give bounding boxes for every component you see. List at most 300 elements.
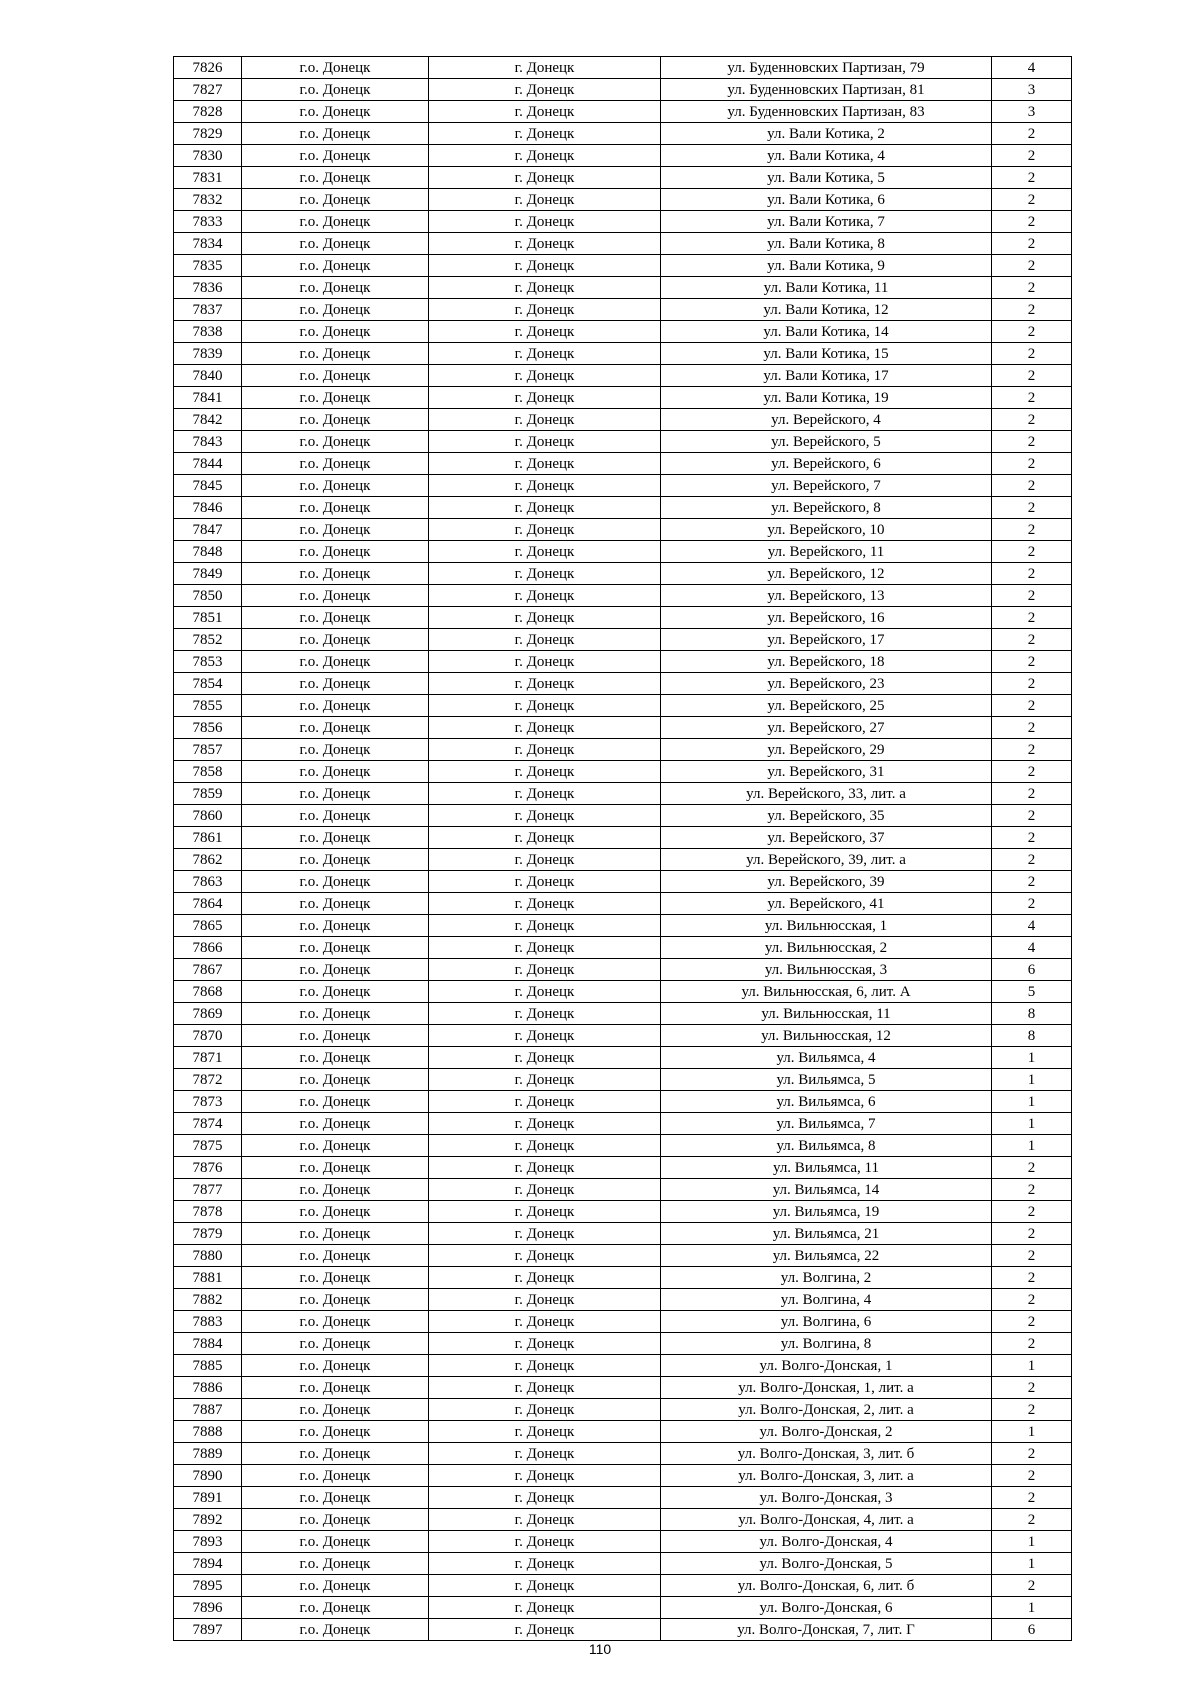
- address-cell: ул. Вали Котика, 4: [661, 145, 992, 167]
- count-cell: 3: [992, 79, 1072, 101]
- count-cell: 2: [992, 827, 1072, 849]
- count-cell: 2: [992, 1201, 1072, 1223]
- count-cell: 1: [992, 1091, 1072, 1113]
- city-cell: г. Донецк: [429, 343, 661, 365]
- city-cell: г. Донецк: [429, 1333, 661, 1355]
- address-cell: ул. Верейского, 12: [661, 563, 992, 585]
- table-row: [174, 299, 1072, 321]
- count-cell: 2: [992, 453, 1072, 475]
- count-cell: 2: [992, 343, 1072, 365]
- count-cell: 2: [992, 123, 1072, 145]
- count-cell: 2: [992, 277, 1072, 299]
- address-cell: ул. Вали Котика, 17: [661, 365, 992, 387]
- row-number-cell: 7829: [174, 123, 242, 145]
- count-cell: 2: [992, 1267, 1072, 1289]
- table-row: [174, 1619, 1072, 1641]
- district-cell: г.о. Донецк: [242, 981, 429, 1003]
- city-cell: г. Донецк: [429, 1597, 661, 1619]
- district-cell: г.о. Донецк: [242, 959, 429, 981]
- count-cell: 2: [992, 849, 1072, 871]
- district-cell: г.о. Донецк: [242, 783, 429, 805]
- row-number-cell: 7834: [174, 233, 242, 255]
- city-cell: г. Донецк: [429, 937, 661, 959]
- row-number-cell: 7855: [174, 695, 242, 717]
- city-cell: г. Донецк: [429, 1311, 661, 1333]
- address-cell: ул. Верейского, 8: [661, 497, 992, 519]
- city-cell: г. Донецк: [429, 827, 661, 849]
- table-row: [174, 541, 1072, 563]
- row-number-cell: 7888: [174, 1421, 242, 1443]
- address-cell: ул. Буденновских Партизан, 79: [661, 57, 992, 79]
- count-cell: 2: [992, 387, 1072, 409]
- district-cell: г.о. Донецк: [242, 761, 429, 783]
- address-cell: ул. Вали Котика, 12: [661, 299, 992, 321]
- district-cell: г.о. Донецк: [242, 233, 429, 255]
- count-cell: 2: [992, 805, 1072, 827]
- row-number-cell: 7838: [174, 321, 242, 343]
- row-number-cell: 7840: [174, 365, 242, 387]
- address-cell: ул. Вильямса, 11: [661, 1157, 992, 1179]
- address-cell: ул. Вильнюсская, 11: [661, 1003, 992, 1025]
- district-cell: г.о. Донецк: [242, 145, 429, 167]
- district-cell: г.о. Донецк: [242, 1531, 429, 1553]
- district-cell: г.о. Донецк: [242, 827, 429, 849]
- count-cell: 2: [992, 783, 1072, 805]
- city-cell: г. Донецк: [429, 1201, 661, 1223]
- address-cell: ул. Верейского, 7: [661, 475, 992, 497]
- district-cell: г.о. Донецк: [242, 805, 429, 827]
- table-row: [174, 1333, 1072, 1355]
- table-row: [174, 475, 1072, 497]
- row-number-cell: 7868: [174, 981, 242, 1003]
- district-cell: г.о. Донецк: [242, 1333, 429, 1355]
- row-number-cell: 7859: [174, 783, 242, 805]
- row-number-cell: 7894: [174, 1553, 242, 1575]
- address-cell: ул. Верейского, 4: [661, 409, 992, 431]
- row-number-cell: 7889: [174, 1443, 242, 1465]
- count-cell: 2: [992, 1333, 1072, 1355]
- count-cell: 2: [992, 211, 1072, 233]
- district-cell: г.о. Донецк: [242, 1421, 429, 1443]
- address-cell: ул. Верейского, 31: [661, 761, 992, 783]
- table-row: [174, 981, 1072, 1003]
- count-cell: 1: [992, 1047, 1072, 1069]
- row-number-cell: 7886: [174, 1377, 242, 1399]
- table-row: [174, 1069, 1072, 1091]
- city-cell: г. Донецк: [429, 211, 661, 233]
- city-cell: г. Донецк: [429, 321, 661, 343]
- address-cell: ул. Волго-Донская, 6: [661, 1597, 992, 1619]
- row-number-cell: 7885: [174, 1355, 242, 1377]
- count-cell: 2: [992, 1245, 1072, 1267]
- city-cell: г. Донецк: [429, 629, 661, 651]
- city-cell: г. Донецк: [429, 1531, 661, 1553]
- district-cell: г.о. Донецк: [242, 453, 429, 475]
- address-cell: ул. Вильямса, 7: [661, 1113, 992, 1135]
- city-cell: г. Донецк: [429, 959, 661, 981]
- table-row: [174, 1465, 1072, 1487]
- address-cell: ул. Верейского, 13: [661, 585, 992, 607]
- table-row: [174, 431, 1072, 453]
- row-number-cell: 7875: [174, 1135, 242, 1157]
- city-cell: г. Донецк: [429, 607, 661, 629]
- table-row: [174, 585, 1072, 607]
- district-cell: г.о. Донецк: [242, 541, 429, 563]
- district-cell: г.о. Донецк: [242, 1245, 429, 1267]
- city-cell: г. Донецк: [429, 145, 661, 167]
- row-number-cell: 7846: [174, 497, 242, 519]
- city-cell: г. Донецк: [429, 1399, 661, 1421]
- district-cell: г.о. Донецк: [242, 1575, 429, 1597]
- address-cell: ул. Вильнюсская, 2: [661, 937, 992, 959]
- address-cell: ул. Вильямса, 22: [661, 1245, 992, 1267]
- table-row: [174, 1443, 1072, 1465]
- row-number-cell: 7842: [174, 409, 242, 431]
- row-number-cell: 7844: [174, 453, 242, 475]
- table-row: [174, 343, 1072, 365]
- count-cell: 2: [992, 761, 1072, 783]
- address-cell: ул. Вильнюсская, 6, лит. А: [661, 981, 992, 1003]
- table-row: [174, 695, 1072, 717]
- row-number-cell: 7828: [174, 101, 242, 123]
- count-cell: 1: [992, 1553, 1072, 1575]
- table-row: [174, 387, 1072, 409]
- city-cell: г. Донецк: [429, 1553, 661, 1575]
- table-row: [174, 1157, 1072, 1179]
- city-cell: г. Донецк: [429, 673, 661, 695]
- city-cell: г. Донецк: [429, 585, 661, 607]
- table-row: [174, 783, 1072, 805]
- district-cell: г.о. Донецк: [242, 1267, 429, 1289]
- table-row: [174, 409, 1072, 431]
- city-cell: г. Донецк: [429, 1003, 661, 1025]
- district-cell: г.о. Донецк: [242, 497, 429, 519]
- district-cell: г.о. Донецк: [242, 101, 429, 123]
- table-row: [174, 827, 1072, 849]
- district-cell: г.о. Донецк: [242, 321, 429, 343]
- district-cell: г.о. Донецк: [242, 1069, 429, 1091]
- count-cell: 2: [992, 871, 1072, 893]
- table-row: [174, 321, 1072, 343]
- table-row: [174, 1421, 1072, 1443]
- address-cell: ул. Вильнюсская, 1: [661, 915, 992, 937]
- count-cell: 2: [992, 1509, 1072, 1531]
- row-number-cell: 7826: [174, 57, 242, 79]
- count-cell: 2: [992, 233, 1072, 255]
- address-cell: ул. Верейского, 37: [661, 827, 992, 849]
- row-number-cell: 7866: [174, 937, 242, 959]
- city-cell: г. Донецк: [429, 57, 661, 79]
- district-cell: г.о. Донецк: [242, 1091, 429, 1113]
- row-number-cell: 7870: [174, 1025, 242, 1047]
- table-row: [174, 255, 1072, 277]
- row-number-cell: 7854: [174, 673, 242, 695]
- district-cell: г.о. Донецк: [242, 1047, 429, 1069]
- count-cell: 2: [992, 893, 1072, 915]
- district-cell: г.о. Донецк: [242, 695, 429, 717]
- row-number-cell: 7873: [174, 1091, 242, 1113]
- district-cell: г.о. Донецк: [242, 1113, 429, 1135]
- row-number-cell: 7831: [174, 167, 242, 189]
- city-cell: г. Донецк: [429, 1025, 661, 1047]
- row-number-cell: 7839: [174, 343, 242, 365]
- city-cell: г. Донецк: [429, 189, 661, 211]
- row-number-cell: 7881: [174, 1267, 242, 1289]
- row-number-cell: 7836: [174, 277, 242, 299]
- count-cell: 2: [992, 365, 1072, 387]
- count-cell: 2: [992, 1465, 1072, 1487]
- count-cell: 2: [992, 321, 1072, 343]
- count-cell: 2: [992, 145, 1072, 167]
- count-cell: 4: [992, 57, 1072, 79]
- row-number-cell: 7833: [174, 211, 242, 233]
- city-cell: г. Донецк: [429, 1135, 661, 1157]
- table-row: [174, 1267, 1072, 1289]
- table-row: [174, 871, 1072, 893]
- address-cell: ул. Верейского, 39: [661, 871, 992, 893]
- table-row: [174, 189, 1072, 211]
- count-cell: 2: [992, 299, 1072, 321]
- city-cell: г. Донецк: [429, 761, 661, 783]
- table-row: [174, 739, 1072, 761]
- address-table: [173, 56, 1072, 1641]
- district-cell: г.о. Донецк: [242, 1289, 429, 1311]
- row-number-cell: 7857: [174, 739, 242, 761]
- address-cell: ул. Вильямса, 4: [661, 1047, 992, 1069]
- district-cell: г.о. Донецк: [242, 1377, 429, 1399]
- district-cell: г.о. Донецк: [242, 871, 429, 893]
- address-cell: ул. Волго-Донская, 2, лит. а: [661, 1399, 992, 1421]
- district-cell: г.о. Донецк: [242, 937, 429, 959]
- city-cell: г. Донецк: [429, 277, 661, 299]
- address-cell: ул. Верейского, 39, лит. а: [661, 849, 992, 871]
- district-cell: г.о. Донецк: [242, 1355, 429, 1377]
- count-cell: 4: [992, 915, 1072, 937]
- count-cell: 1: [992, 1421, 1072, 1443]
- district-cell: г.о. Донецк: [242, 673, 429, 695]
- table-row: [174, 167, 1072, 189]
- address-cell: ул. Вильямса, 14: [661, 1179, 992, 1201]
- count-cell: 2: [992, 1487, 1072, 1509]
- district-cell: г.о. Донецк: [242, 915, 429, 937]
- city-cell: г. Донецк: [429, 651, 661, 673]
- address-cell: ул. Вильямса, 8: [661, 1135, 992, 1157]
- count-cell: 2: [992, 1223, 1072, 1245]
- row-number-cell: 7867: [174, 959, 242, 981]
- row-number-cell: 7872: [174, 1069, 242, 1091]
- address-cell: ул. Верейского, 11: [661, 541, 992, 563]
- row-number-cell: 7892: [174, 1509, 242, 1531]
- row-number-cell: 7887: [174, 1399, 242, 1421]
- district-cell: г.о. Донецк: [242, 739, 429, 761]
- row-number-cell: 7851: [174, 607, 242, 629]
- row-number-cell: 7891: [174, 1487, 242, 1509]
- city-cell: г. Донецк: [429, 453, 661, 475]
- row-number-cell: 7848: [174, 541, 242, 563]
- city-cell: г. Донецк: [429, 497, 661, 519]
- table-row: [174, 629, 1072, 651]
- city-cell: г. Донецк: [429, 783, 661, 805]
- count-cell: 1: [992, 1531, 1072, 1553]
- table-row: [174, 607, 1072, 629]
- district-cell: г.о. Донецк: [242, 387, 429, 409]
- count-cell: 2: [992, 1289, 1072, 1311]
- row-number-cell: 7879: [174, 1223, 242, 1245]
- district-cell: г.о. Донецк: [242, 1597, 429, 1619]
- table-row: [174, 959, 1072, 981]
- table-row: [174, 1091, 1072, 1113]
- district-cell: г.о. Донецк: [242, 1509, 429, 1531]
- row-number-cell: 7897: [174, 1619, 242, 1641]
- address-cell: ул. Волго-Донская, 4, лит. а: [661, 1509, 992, 1531]
- district-cell: г.о. Донецк: [242, 1135, 429, 1157]
- district-cell: г.о. Донецк: [242, 475, 429, 497]
- row-number-cell: 7827: [174, 79, 242, 101]
- row-number-cell: 7876: [174, 1157, 242, 1179]
- address-cell: ул. Верейского, 5: [661, 431, 992, 453]
- count-cell: 2: [992, 519, 1072, 541]
- table-row: [174, 57, 1072, 79]
- city-cell: г. Донецк: [429, 1355, 661, 1377]
- count-cell: 2: [992, 1377, 1072, 1399]
- address-cell: ул. Волго-Донская, 3: [661, 1487, 992, 1509]
- address-cell: ул. Вильнюсская, 3: [661, 959, 992, 981]
- table-row: [174, 1597, 1072, 1619]
- address-cell: ул. Верейского, 6: [661, 453, 992, 475]
- city-cell: г. Донецк: [429, 255, 661, 277]
- address-cell: ул. Вали Котика, 19: [661, 387, 992, 409]
- row-number-cell: 7837: [174, 299, 242, 321]
- table-row: [174, 145, 1072, 167]
- city-cell: г. Донецк: [429, 739, 661, 761]
- address-cell: ул. Вали Котика, 6: [661, 189, 992, 211]
- count-cell: 2: [992, 651, 1072, 673]
- table-row: [174, 497, 1072, 519]
- district-cell: г.о. Донецк: [242, 1553, 429, 1575]
- count-cell: 1: [992, 1069, 1072, 1091]
- city-cell: г. Донецк: [429, 409, 661, 431]
- address-cell: ул. Верейского, 27: [661, 717, 992, 739]
- address-cell: ул. Волго-Донская, 6, лит. б: [661, 1575, 992, 1597]
- count-cell: 6: [992, 959, 1072, 981]
- address-cell: ул. Верейского, 41: [661, 893, 992, 915]
- district-cell: г.о. Донецк: [242, 365, 429, 387]
- city-cell: г. Донецк: [429, 1509, 661, 1531]
- row-number-cell: 7861: [174, 827, 242, 849]
- row-number-cell: 7874: [174, 1113, 242, 1135]
- district-cell: г.о. Донецк: [242, 1443, 429, 1465]
- address-cell: ул. Верейского, 10: [661, 519, 992, 541]
- table-row: [174, 1179, 1072, 1201]
- city-cell: г. Донецк: [429, 805, 661, 827]
- table-row: [174, 849, 1072, 871]
- address-cell: ул. Вильямса, 19: [661, 1201, 992, 1223]
- district-cell: г.о. Донецк: [242, 1003, 429, 1025]
- address-cell: ул. Вали Котика, 15: [661, 343, 992, 365]
- table-row: [174, 1003, 1072, 1025]
- address-cell: ул. Волго-Донская, 5: [661, 1553, 992, 1575]
- row-number-cell: 7856: [174, 717, 242, 739]
- city-cell: г. Донецк: [429, 1069, 661, 1091]
- city-cell: г. Донецк: [429, 101, 661, 123]
- table-row: [174, 673, 1072, 695]
- address-cell: ул. Буденновских Партизан, 83: [661, 101, 992, 123]
- table-row: [174, 1531, 1072, 1553]
- table-row: [174, 1355, 1072, 1377]
- row-number-cell: 7865: [174, 915, 242, 937]
- table-row: [174, 1311, 1072, 1333]
- address-cell: ул. Вильямса, 5: [661, 1069, 992, 1091]
- row-number-cell: 7895: [174, 1575, 242, 1597]
- district-cell: г.о. Донецк: [242, 211, 429, 233]
- row-number-cell: 7860: [174, 805, 242, 827]
- table-row: [174, 1245, 1072, 1267]
- address-cell: ул. Верейского, 17: [661, 629, 992, 651]
- district-cell: г.о. Донецк: [242, 1399, 429, 1421]
- count-cell: 2: [992, 497, 1072, 519]
- address-cell: ул. Верейского, 33, лит. а: [661, 783, 992, 805]
- city-cell: г. Донецк: [429, 387, 661, 409]
- row-number-cell: 7862: [174, 849, 242, 871]
- address-cell: ул. Вали Котика, 9: [661, 255, 992, 277]
- count-cell: 2: [992, 607, 1072, 629]
- row-number-cell: 7858: [174, 761, 242, 783]
- address-cell: ул. Вильнюсская, 12: [661, 1025, 992, 1047]
- address-cell: ул. Верейского, 18: [661, 651, 992, 673]
- district-cell: г.о. Донецк: [242, 629, 429, 651]
- count-cell: 2: [992, 1157, 1072, 1179]
- address-cell: ул. Волго-Донская, 3, лит. а: [661, 1465, 992, 1487]
- city-cell: г. Донецк: [429, 1091, 661, 1113]
- count-cell: 2: [992, 189, 1072, 211]
- row-number-cell: 7877: [174, 1179, 242, 1201]
- table-row: [174, 1509, 1072, 1531]
- row-number-cell: 7882: [174, 1289, 242, 1311]
- district-cell: г.о. Донецк: [242, 1311, 429, 1333]
- address-cell: ул. Верейского, 29: [661, 739, 992, 761]
- count-cell: 2: [992, 255, 1072, 277]
- count-cell: 1: [992, 1597, 1072, 1619]
- city-cell: г. Донецк: [429, 233, 661, 255]
- table-row: [174, 915, 1072, 937]
- row-number-cell: 7853: [174, 651, 242, 673]
- count-cell: 8: [992, 1003, 1072, 1025]
- address-cell: ул. Волгина, 6: [661, 1311, 992, 1333]
- address-cell: ул. Вильямса, 6: [661, 1091, 992, 1113]
- city-cell: г. Донецк: [429, 915, 661, 937]
- table-row: [174, 717, 1072, 739]
- city-cell: г. Донецк: [429, 1421, 661, 1443]
- count-cell: 1: [992, 1113, 1072, 1135]
- city-cell: г. Донецк: [429, 79, 661, 101]
- city-cell: г. Донецк: [429, 563, 661, 585]
- district-cell: г.о. Донецк: [242, 651, 429, 673]
- count-cell: 2: [992, 629, 1072, 651]
- count-cell: 2: [992, 1399, 1072, 1421]
- count-cell: 2: [992, 1179, 1072, 1201]
- count-cell: 2: [992, 475, 1072, 497]
- row-number-cell: 7830: [174, 145, 242, 167]
- row-number-cell: 7850: [174, 585, 242, 607]
- row-number-cell: 7863: [174, 871, 242, 893]
- row-number-cell: 7841: [174, 387, 242, 409]
- district-cell: г.о. Донецк: [242, 1465, 429, 1487]
- district-cell: г.о. Донецк: [242, 299, 429, 321]
- row-number-cell: 7871: [174, 1047, 242, 1069]
- count-cell: 2: [992, 541, 1072, 563]
- table-row: [174, 211, 1072, 233]
- district-cell: г.о. Донецк: [242, 167, 429, 189]
